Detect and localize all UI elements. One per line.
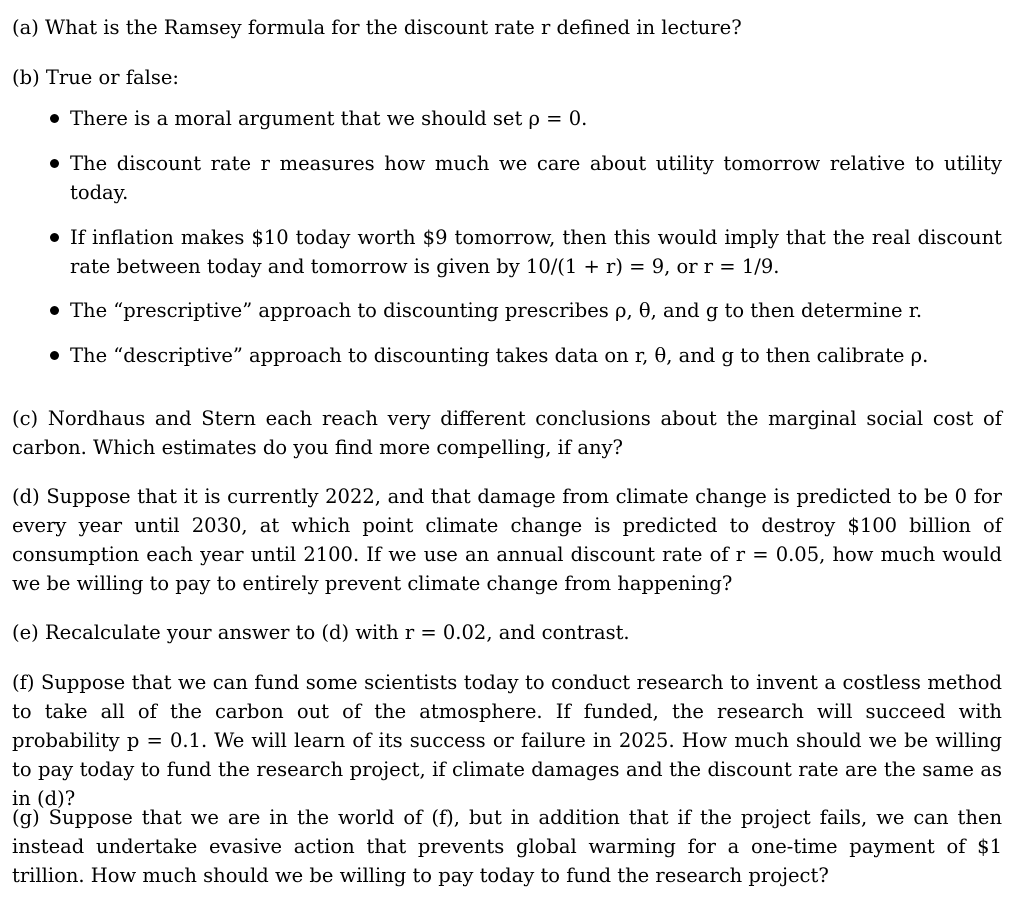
bullet-icon xyxy=(50,159,59,168)
question-d: (d) Suppose that it is currently 2022, and that damage from climate change is predicted to be 0 for every year until 2030, at which point climate change is predicted to destroy $100 billion of consumption each year until 2100. If we use an annual discount rate of r = 0.05, how much would we be willing to pay to entirely prevent climate change from happening? xyxy=(12,485,1002,595)
list-item xyxy=(46,341,1002,370)
list-item xyxy=(46,223,1002,281)
list-item-text: If inflation makes $10 today worth $9 tomorrow, then this would imply that the real discount rate between today and tomorrow is given by 10/(1 + r) = 9, or r = 1/9. xyxy=(70,226,1002,278)
bullet-icon xyxy=(50,306,59,315)
question-g: (g) Suppose that we are in the world of (f), but in addition that if the project fails, we can then instead undertake evasive action that prevents global warming for a one-time payment of $1 trillion. How much should we be willing to pay today to fund the research project? xyxy=(12,806,1002,887)
question-b: (b) True or false: xyxy=(12,66,179,89)
list-item-text: The discount rate r measures how much we care about utility tomorrow relative to utility today. xyxy=(70,152,1002,204)
bullet-icon xyxy=(50,233,59,242)
list-item xyxy=(46,296,1002,325)
bullet-icon xyxy=(50,351,59,360)
list-item-text: There is a moral argument that we should set ρ = 0. xyxy=(70,107,588,130)
list-item-text: The “prescriptive” approach to discounting prescribes ρ, θ, and g to then determine r. xyxy=(70,299,923,322)
bullet-icon xyxy=(50,114,59,123)
question-f: (f) Suppose that we can fund some scientists today to conduct research to invent a costless method to take all of the carbon out of the atmosphere. If funded, the research will succeed with probability p = 0.1. We will learn of its success or failure in 2025. How much should we be willing to pay today to fund the research project, if climate damages and the discount rate are the same as in (d)? xyxy=(12,671,1002,810)
list-item-text: The “descriptive” approach to discounting takes data on r, θ, and g to then calibrate ρ. xyxy=(70,344,929,367)
list-item xyxy=(46,149,1002,207)
question-a: (a) What is the Ramsey formula for the discount rate r defined in lecture? xyxy=(12,16,742,39)
list-item xyxy=(46,104,1002,133)
question-c: (c) Nordhaus and Stern each reach very different conclusions about the marginal social cost of carbon. Which estimates do you find more compelling, if any? xyxy=(12,407,1002,459)
question-e: (e) Recalculate your answer to (d) with r = 0.02, and contrast. xyxy=(12,621,630,644)
